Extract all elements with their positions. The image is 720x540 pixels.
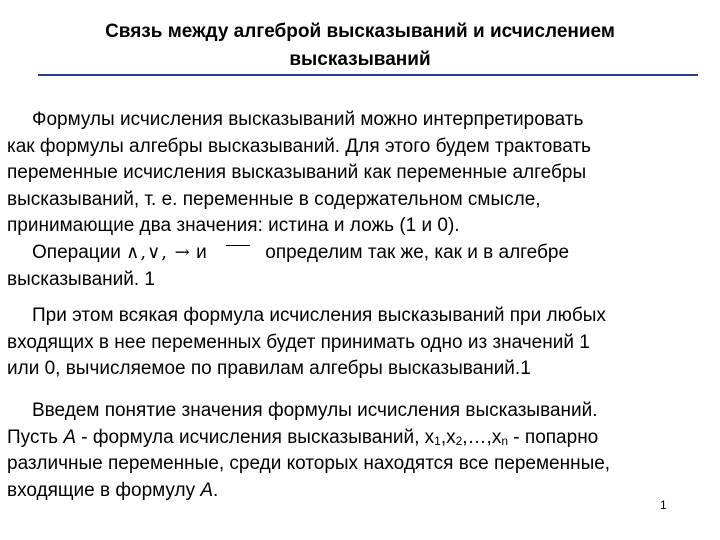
text-span: определим так же, как и в алгебре bbox=[265, 242, 570, 263]
text-line: переменные исчисления высказываний как переменные алгебры bbox=[7, 162, 587, 183]
subscript: 1 bbox=[434, 433, 441, 448]
text-line: Формулы исчисления высказываний можно интерпретировать bbox=[32, 109, 584, 130]
text-line: или 0, вычисляемое по правилам алгебры высказываний.1 bbox=[7, 358, 531, 379]
operations-line bbox=[7, 240, 713, 267]
text-span: Операции bbox=[32, 242, 121, 263]
subscript: n bbox=[501, 433, 509, 448]
title-line-2: высказываний bbox=[289, 49, 431, 70]
text-span: входящие в формулу bbox=[7, 479, 201, 501]
subscript: 2 bbox=[455, 433, 463, 448]
text-span: Пусть bbox=[7, 426, 64, 448]
text-line bbox=[7, 425, 713, 452]
text-span: и bbox=[196, 242, 207, 263]
text-line: как формулы алгебры высказываний. Для этого будем трактовать bbox=[7, 135, 591, 157]
text-span: - формула исчисления высказываний, x bbox=[76, 426, 435, 448]
text-span: . bbox=[213, 479, 219, 501]
text-span: ,…,x bbox=[462, 426, 502, 448]
slide-title bbox=[30, 18, 690, 74]
formula-symbol: A bbox=[200, 479, 214, 501]
text-span: - попарно bbox=[508, 426, 599, 448]
text-line: высказываний, т. е. переменные в содержательном смысле, bbox=[7, 188, 541, 210]
text-line: высказываний. 1 bbox=[7, 268, 155, 290]
text-line: принимающие два значения: истина и ложь (1 и 0). bbox=[7, 215, 460, 236]
logic-operators: ∧,∨, → bbox=[126, 242, 191, 263]
text-line: При этом всякая формула исчисления высказываний при любых bbox=[32, 305, 606, 326]
paragraph-1 bbox=[7, 107, 713, 240]
text-span: ,x bbox=[440, 426, 456, 448]
paragraph-3 bbox=[7, 303, 713, 383]
text-line: различные переменные, среди которых находятся все переменные, bbox=[7, 453, 611, 474]
paragraph-4 bbox=[7, 398, 713, 504]
page-number: 1 bbox=[660, 498, 667, 512]
formula-symbol: A bbox=[63, 426, 77, 448]
title-line-1: Связь между алгеброй высказываний и исчислением bbox=[105, 21, 615, 42]
negation-overline-symbol bbox=[226, 245, 250, 246]
text-line: входящих в нее переменных будет принимать одно из значений 1 bbox=[7, 331, 590, 353]
title-underline bbox=[38, 74, 698, 76]
paragraph-2 bbox=[7, 240, 713, 293]
text-line: Введем понятие значения формулы исчисления высказываний. bbox=[32, 400, 598, 421]
text-line bbox=[7, 478, 713, 505]
